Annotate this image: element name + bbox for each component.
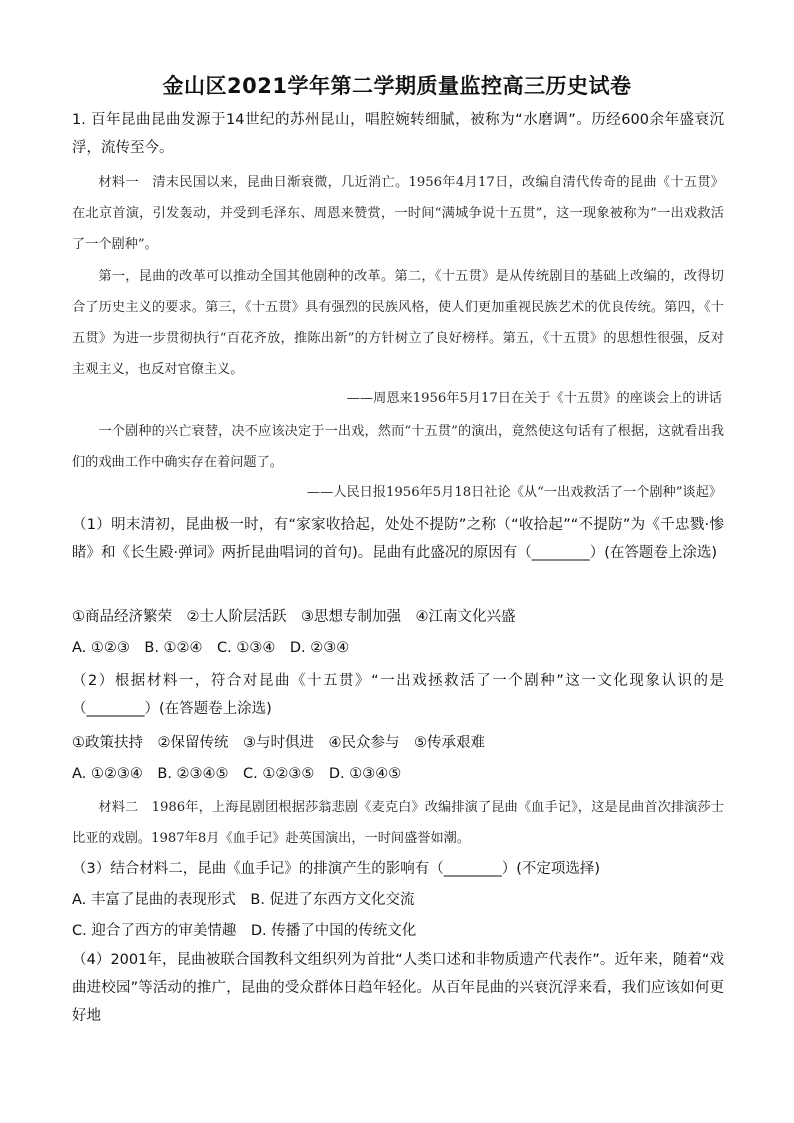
material-1-paragraph-1: 材料一 清末民国以来，昆曲日渐衰微，几近消亡。1956年4月17日，改编自清代传奇的昆曲《十五贯》在北京首演，引发轰动，并受到毛泽东、周恩来赞赏，一时间“满城争说十五贯”，这一现象被称为“一出戏救活了一个剧种”。 [72,175,724,252]
question-1-3-options-ab: A. 丰富了昆曲的表现形式 B. 促进了东西方文化交流 [72,892,415,908]
material-1-source-2: ——人民日报1956年5月18日社论《从“一出戏救活了一个剧种”谈起》 [306,485,722,500]
question-1-intro: 1. 百年昆曲昆曲发源于14世纪的苏州昆山，唱腔婉转细腻，被称为“水磨调”。历经600余年盛衰沉浮，流传至今。 [72,112,724,156]
question-1-2-items: ①政策扶持 ②保留传统 ③与时俱进 ④民众参与 ⑤传承艰难 [72,735,485,751]
question-1-3: （3）结合材料二，昆曲《血手记》的排演产生的影响有（________）(不定项选择) [72,861,601,877]
question-1-2: （2）根据材料一，符合对昆曲《十五贯》“一出戏拯救活了一个剧种”这一文化现象认识的是（________）(在答题卷上涂选) [72,673,724,717]
material-1-source-1: ——周恩来1956年5月17日在关于《十五贯》的座谈会上的讲话 [346,391,722,406]
question-1-3-options-cd: C. 迎合了西方的审美情趣 D. 传播了中国的传统文化 [72,923,417,939]
question-1-4: （4）2001年，昆曲被联合国教科文组织列为首批“人类口述和非物质遗产代表作”。近年来，随着“戏曲进校园”等活动的推广，昆曲的受众群体日趋年轻化。从百年昆曲的兴衰沉浮来看，我们应该如何更好地 [72,952,724,1024]
question-1-2-choices: A. ①②③④ B. ②③④⑤ C. ①②③⑤ D. ①③④⑤ [72,766,402,782]
question-1-1-choices: A. ①②③ B. ①②④ C. ①③④ D. ②③④ [72,640,350,656]
material-1-paragraph-3: 一个剧种的兴亡衰替，决不应该决定于一出戏，然而“十五贯”的演出，竟然使这句话有了根据，这就看出我们的戏曲工作中确实存在着问题了。 [72,424,724,470]
material-2: 材料二 1986年，上海昆剧团根据莎翁悲剧《麦克白》改编排演了昆曲《血手记》，这是昆曲首次排演莎士比亚的戏剧。1987年8月《血手记》赴英国演出，一时间盛誉如潮。 [72,800,724,846]
question-1-1-items: ①商品经济繁荣 ②士人阶层活跃 ③思想专制加强 ④江南文化兴盛 [72,609,516,625]
material-1-paragraph-2: 第一，昆曲的改革可以推动全国其他剧种的改革。第二，《十五贯》是从传统剧目的基础上改编的，改得切合了历史主义的要求。第三，《十五贯》具有强烈的民族风格，使人们更加重视民族艺术的优良传统。第四，《十五贯》为进一步贯彻执行“百花齐放，推陈出新”的方针树立了良好榜样。第五，《十五贯》的思想性很强，反对主观主义，也反对官僚主义。 [72,269,724,377]
page-title: 金山区2021学年第二学期质量监控高三历史试卷 [162,74,632,98]
question-1-1: （1）明末清初，昆曲极一时，有“家家收拾起，处处不提防”之称（“收拾起”“不提防”为《千忠戮·惨睹》和《长生殿·弹词》两折昆曲唱词的首句)。昆曲有此盛况的原因有（________）(在答题卷上涂选) [72,517,724,561]
